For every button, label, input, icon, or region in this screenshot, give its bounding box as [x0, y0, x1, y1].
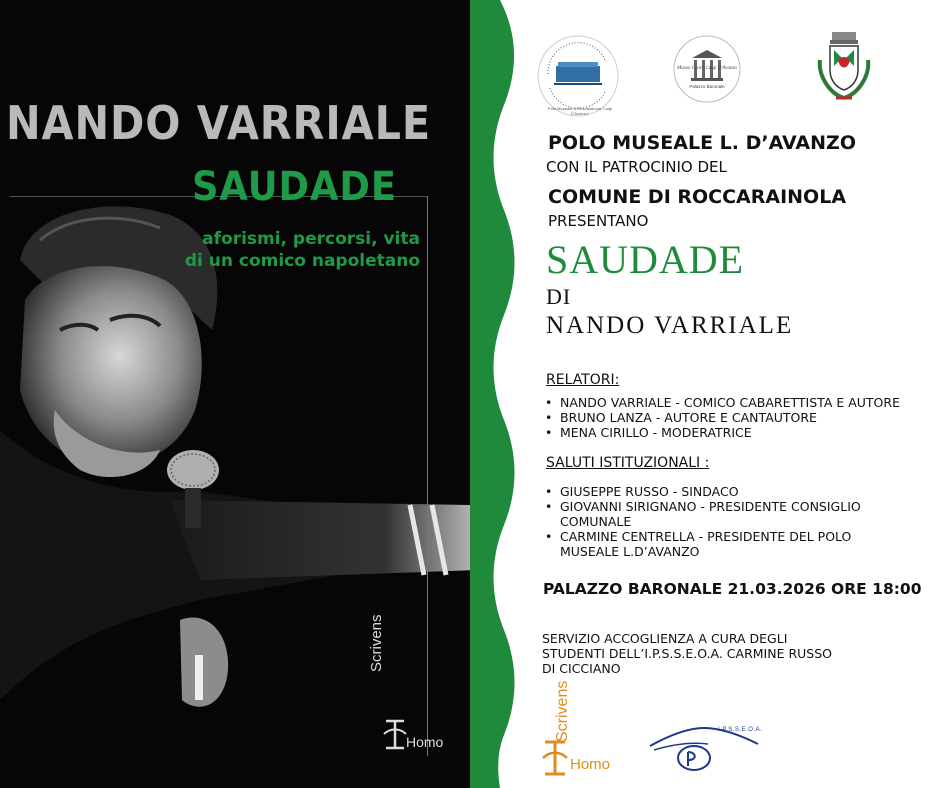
- greetings-label: SALUTI ISTITUZIONALI :: [546, 455, 710, 471]
- cover-publisher-name: Homo: [406, 734, 444, 750]
- patronage-line: CON IL PATROCINIO DEL: [546, 158, 727, 176]
- cover-tagline-line2: di un comico napoletano: [184, 251, 420, 271]
- museo-civico-place: Palazzo Baronale: [689, 84, 725, 89]
- museo-civico-name: Museo Civico Luigi D'Avanzo: [677, 66, 737, 71]
- event-by: DI: [546, 284, 572, 309]
- speakers-list: [542, 395, 932, 440]
- event-title: SAUDADE: [546, 237, 745, 282]
- scrivens-logo-mark: [540, 738, 570, 778]
- municipality-heading: COMUNE DI ROCCARAINOLA: [548, 186, 847, 208]
- speaker-item: • NANDO VARRIALE - COMICO CABARETTISTA E AUTORE: [542, 395, 932, 410]
- welcome-service-note: SERVIZIO ACCOGLIENZA A CURA DEGLI STUDENTI DELL’I.P.S.S.E.O.A. CARMINE RUSSO DI CICCIANO: [542, 631, 833, 676]
- cover-book-title: SAUDADE: [192, 164, 397, 210]
- speakers-label: RELATORI:: [546, 372, 620, 388]
- greeting-item: • GIUSEPPE RUSSO - SINDACO: [542, 484, 890, 499]
- organizer-heading: POLO MUSEALE L. D’AVANZO: [548, 132, 856, 154]
- cover-publisher-mark: [382, 718, 408, 752]
- cover-publisher-vertical: Scrivens: [368, 614, 385, 672]
- cover-tagline: [160, 228, 420, 272]
- greeting-item: • GIOVANNI SIRIGNANO - PRESIDENTE CONSIGLIO COMUNALE: [542, 499, 890, 529]
- scrivens-logo-vertical: Scrivens: [554, 680, 571, 742]
- cover-guide-vertical: [427, 196, 428, 756]
- speaker-item: • BRUNO LANZA - AUTORE E CANTAUTORE: [542, 410, 932, 425]
- roccarainola-coat-of-arms: [812, 30, 876, 106]
- venue-date-time: PALAZZO BARONALE 21.03.2026 ORE 18:00: [543, 580, 922, 598]
- present-line: PRESENTANO: [548, 212, 649, 230]
- polo-museale-logo-text: Polo Museale di Roccarainola "Luigi D'Avanzo": [548, 106, 612, 116]
- ipsseoa-logo-text: I.P.S.S.E.O.A.: [718, 727, 763, 733]
- cover-author-title: NANDO VARRIALE: [6, 96, 432, 150]
- green-wave-divider: [470, 0, 530, 788]
- greetings-list: [542, 484, 890, 559]
- speaker-item: • MENA CIRILLO - MODERATRICE: [542, 425, 932, 440]
- event-author: NANDO VARRIALE: [546, 312, 794, 339]
- cover-tagline-line1: aforismi, percorsi, vita: [202, 229, 420, 249]
- homo-logo-text: Homo: [570, 756, 611, 773]
- greeting-item: • CARMINE CENTRELLA - PRESIDENTE DEL POLO MUSEALE L.D’AVANZO: [542, 529, 890, 559]
